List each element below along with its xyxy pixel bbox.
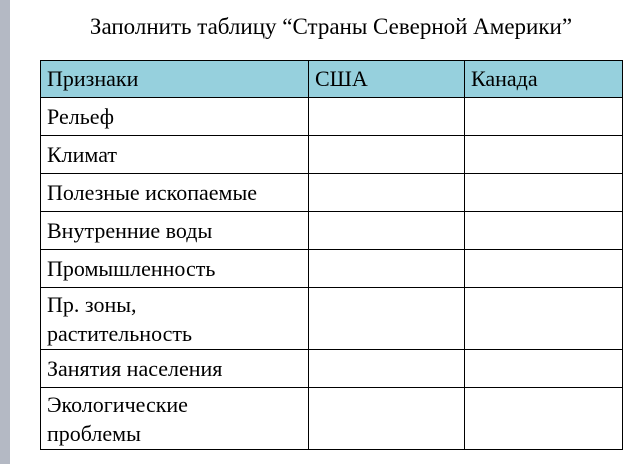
cell-usa[interactable]	[309, 388, 465, 450]
table-row	[41, 288, 623, 350]
cell-usa[interactable]	[309, 212, 465, 250]
cell-usa[interactable]	[309, 250, 465, 288]
cell-canada[interactable]	[465, 250, 623, 288]
row-label-ecology	[41, 388, 309, 450]
cell-usa[interactable]	[309, 98, 465, 136]
table-row	[41, 212, 623, 250]
cell-usa[interactable]	[309, 136, 465, 174]
row-label-minerals: Полезные ископаемые	[41, 174, 309, 212]
cell-canada[interactable]	[465, 98, 623, 136]
page-title: Заполнить таблицу “Страны Северной Америки”	[89, 14, 573, 39]
cell-canada[interactable]	[465, 174, 623, 212]
header-canada: Канада	[465, 61, 623, 98]
cell-usa[interactable]	[309, 350, 465, 388]
cell-canada[interactable]	[465, 388, 623, 450]
row-label-natural-zones	[41, 288, 309, 350]
table-row	[41, 174, 623, 212]
row-label-relief: Рельеф	[41, 98, 309, 136]
row-label-industry: Промышленность	[41, 250, 309, 288]
row-label-line: Пр. зоны,	[47, 291, 137, 317]
cell-canada[interactable]	[465, 212, 623, 250]
left-edge-bar	[0, 0, 10, 464]
row-label-inland-waters: Внутренние воды	[41, 212, 309, 250]
cell-canada[interactable]	[465, 288, 623, 350]
table-row	[41, 136, 623, 174]
row-label-line: растительность	[47, 320, 193, 346]
row-label-line: Экологические	[47, 391, 188, 417]
header-usa: США	[309, 61, 465, 98]
header-features: Признаки	[41, 61, 309, 98]
cell-canada[interactable]	[465, 136, 623, 174]
countries-table	[40, 60, 623, 450]
row-label-line: проблемы	[47, 420, 141, 446]
table-row	[41, 388, 623, 450]
row-label-occupations: Занятия населения	[41, 350, 309, 388]
table-row	[41, 350, 623, 388]
table-row	[41, 250, 623, 288]
row-label-climate: Климат	[41, 136, 309, 174]
cell-usa[interactable]	[309, 288, 465, 350]
cell-canada[interactable]	[465, 350, 623, 388]
table-header-row	[41, 61, 623, 98]
table-row	[41, 98, 623, 136]
cell-usa[interactable]	[309, 174, 465, 212]
